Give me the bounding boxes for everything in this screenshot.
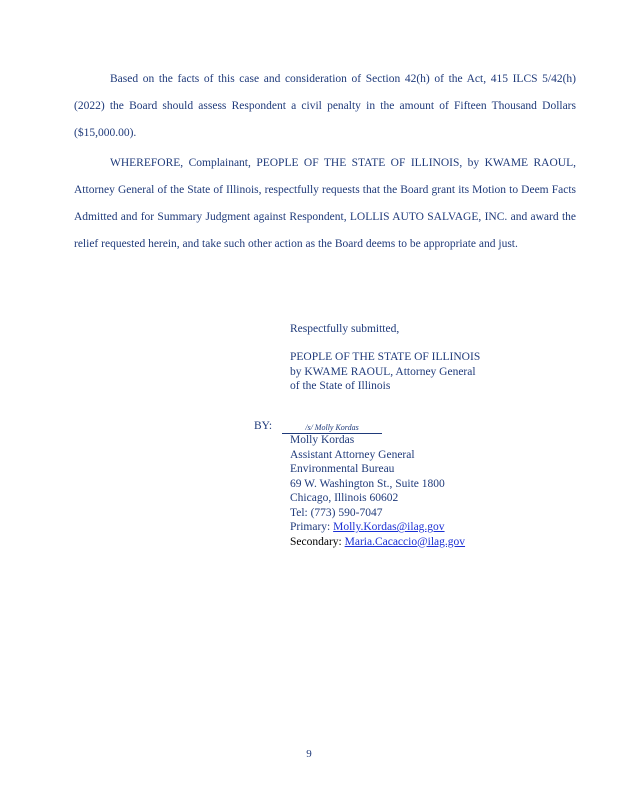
address-line-2: Chicago, Illinois 60602	[290, 492, 399, 504]
telephone: Tel: (773) 590-7047	[290, 506, 383, 519]
page-number: 9	[306, 748, 312, 760]
attorney-title: Assistant Attorney General	[290, 448, 415, 461]
contact-block	[290, 433, 465, 549]
primary-email-label: Primary:	[290, 521, 334, 533]
penalty-paragraph-text: Based on the facts of this case and consideration of Section 42(h) of the Act, 415 ILCS 5/42(h) (2022) the Board should assess Respondent a civil penalty in the amount of Fifteen Thousand Dollars ($15,000.00).	[74, 73, 576, 139]
bureau-name: Environmental Bureau	[290, 463, 395, 475]
wherefore-paragraph-text: WHEREFORE, Complainant, PEOPLE OF THE STATE OF ILLINOIS, by KWAME RAOUL, Attorney General of the State of Illinois, respectfully requests that the Board grant its Motion to Deem Facts Admitted and for Summary Judgment against Respondent, LOLLIS AUTO SALVAGE, INC. and award the relief requested herein, and take such other action as the Board deems to be appropriate and just.	[74, 157, 576, 250]
signer-block	[290, 350, 480, 394]
secondary-email-row	[290, 535, 465, 550]
closing-line: Respectfully submitted,	[290, 323, 400, 335]
address-line-1: 69 W. Washington St., Suite 1800	[290, 477, 445, 490]
attorney-name: Molly Kordas	[290, 434, 355, 446]
signer-line-1: PEOPLE OF THE STATE OF ILLINOIS	[290, 351, 481, 363]
signer-line-3: of the State of Illinois	[290, 380, 391, 392]
signature-line	[254, 419, 382, 434]
by-label: BY:	[254, 420, 273, 432]
primary-email-link[interactable]: Molly.Kordas@ilag.gov	[333, 521, 445, 533]
wherefore-paragraph	[74, 150, 576, 258]
signer-line-2: by KWAME RAOUL, Attorney General	[290, 365, 476, 378]
penalty-paragraph	[74, 66, 576, 147]
secondary-email-link[interactable]: Maria.Cacaccio@ilag.gov	[344, 535, 466, 548]
primary-email-row	[290, 520, 465, 535]
secondary-email-label: Secondary:	[290, 535, 345, 548]
signature: /s/ Molly Kordas	[282, 423, 382, 434]
